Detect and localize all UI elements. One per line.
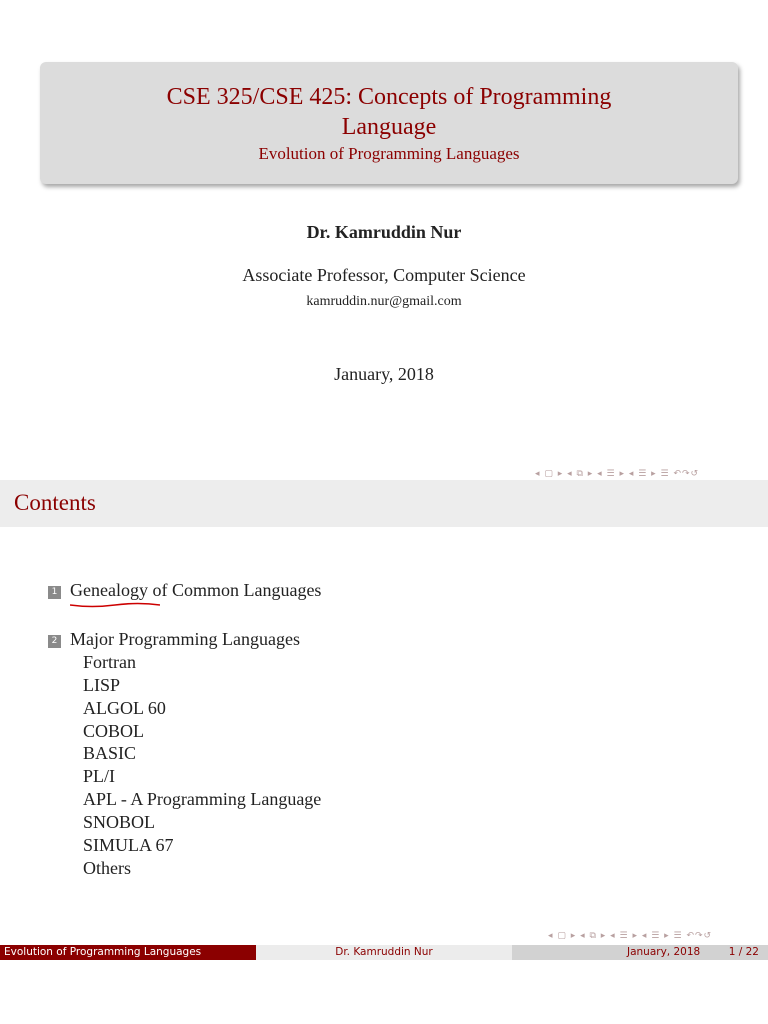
spellcheck-underline bbox=[70, 602, 160, 608]
toc-subsection-link[interactable]: BASIC bbox=[83, 743, 137, 763]
date: January, 2018 bbox=[334, 364, 434, 384]
navigation-symbols[interactable]: ◂ ▢ ▸ ◂ ⧉ ▸ ◂ ☰ ▸ ◂ ☰ ▸ ☰ ↶↷↺ bbox=[548, 931, 713, 941]
footer-author: Dr. Kamruddin Nur bbox=[256, 945, 512, 960]
title-line-1: CSE 325/CSE 425: Concepts of Programming bbox=[166, 84, 612, 110]
frame-title: Contents bbox=[14, 490, 96, 515]
subtitle: Evolution of Programming Languages bbox=[258, 144, 520, 163]
author-name: Dr. Kamruddin Nur bbox=[306, 222, 462, 242]
navigation-symbols[interactable]: ◂ ▢ ▸ ◂ ⧉ ▸ ◂ ☰ ▸ ◂ ☰ ▸ ☰ ↶↷↺ bbox=[535, 469, 700, 479]
toc-subsection-link[interactable]: Fortran bbox=[83, 652, 136, 672]
footer-title: Evolution of Programming Languages bbox=[0, 945, 256, 960]
title-line-2: Language bbox=[341, 114, 437, 140]
toc-subsection-link[interactable]: SIMULA 67 bbox=[83, 835, 174, 855]
footer-date: January, 2018 bbox=[627, 946, 701, 958]
section-number: 1 bbox=[48, 586, 61, 599]
section-number: 2 bbox=[48, 635, 61, 648]
toc-subsection-link[interactable]: PL/I bbox=[83, 766, 116, 786]
toc-subsection-link[interactable]: ALGOL 60 bbox=[83, 698, 166, 718]
title-block bbox=[40, 62, 738, 184]
toc-subsection-link[interactable]: LISP bbox=[83, 675, 121, 695]
toc-section-link[interactable]: Genealogy of Common Languages bbox=[70, 580, 322, 600]
toc-subsection-link[interactable]: Others bbox=[83, 858, 131, 878]
toc-section-link[interactable]: Major Programming Languages bbox=[70, 629, 300, 649]
footer-page-number: 1 / 22 bbox=[728, 946, 759, 958]
toc-subsection-link[interactable]: COBOL bbox=[83, 721, 145, 741]
email: kamruddin.nur@gmail.com bbox=[306, 294, 462, 309]
affiliation: Associate Professor, Computer Science bbox=[242, 265, 526, 285]
toc-subsection-link[interactable]: SNOBOL bbox=[83, 812, 156, 832]
toc-subsection-link[interactable]: APL - A Programming Language bbox=[83, 789, 322, 809]
footer-date-page bbox=[512, 945, 768, 960]
frame-title-bar bbox=[0, 480, 768, 527]
